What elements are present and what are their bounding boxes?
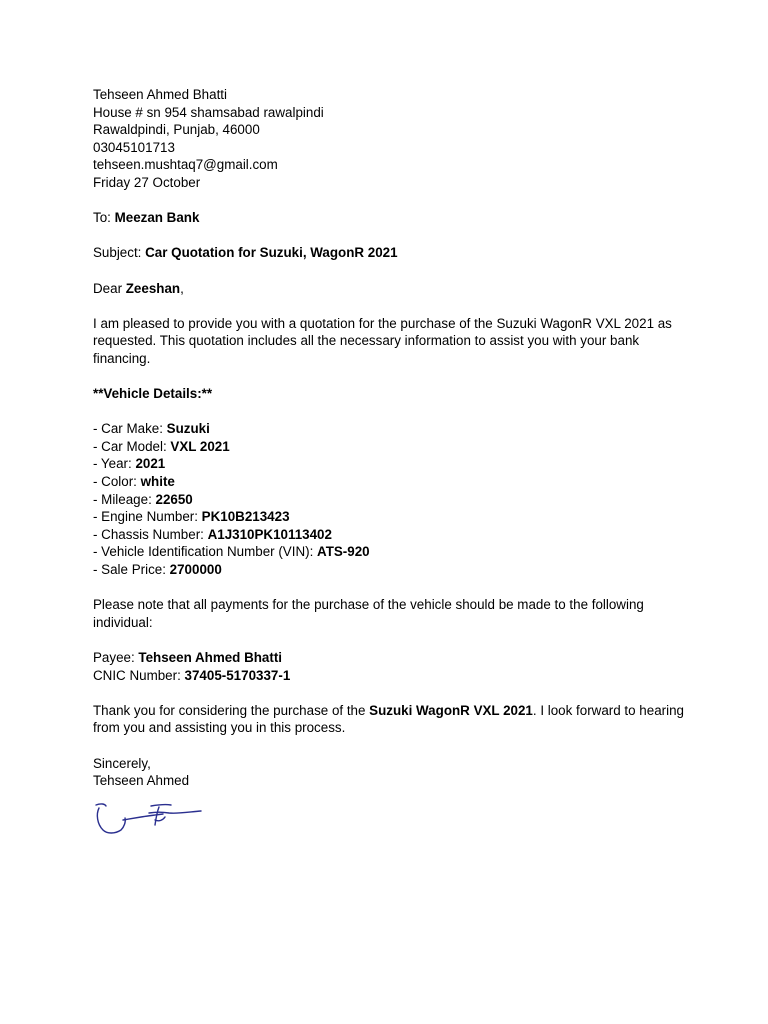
sender-block <box>93 86 693 192</box>
detail-item-mileage <box>93 491 693 509</box>
spacer <box>93 737 693 755</box>
subject-line <box>93 244 693 262</box>
closing-before: Thank you for considering the purchase of the <box>93 702 370 718</box>
detail-item-engine-number <box>93 508 693 526</box>
detail-label: - Car Model: <box>93 438 171 454</box>
recipient-line <box>93 209 693 227</box>
detail-label: - Mileage: <box>93 491 156 507</box>
detail-item-year <box>93 455 693 473</box>
spacer <box>93 684 693 702</box>
signer-name: Tehseen Ahmed <box>93 773 190 789</box>
detail-value: Suzuki <box>166 421 210 437</box>
salutation-line <box>93 280 693 298</box>
letter-page <box>93 86 693 846</box>
intro-paragraph: I am pleased to provide you with a quotation for the purchase of the Suzuki WagonR VXL 2021 as requested. This quotation includes all the necessary information to assist you with your bank financing. <box>93 315 672 366</box>
vehicle-details-list <box>93 420 693 578</box>
detail-item-car-model <box>93 438 693 456</box>
cnic-line <box>93 667 693 685</box>
spacer <box>93 579 693 597</box>
detail-value: 2700000 <box>169 562 222 578</box>
salutation-name: Zeeshan <box>125 280 181 296</box>
spacer <box>93 297 693 315</box>
detail-value: ATS-920 <box>317 544 370 560</box>
recipient-label: To: <box>93 210 115 226</box>
sender-name: Tehseen Ahmed Bhatti <box>93 87 227 102</box>
spacer <box>93 192 693 210</box>
payee-value: Tehseen Ahmed Bhatti <box>138 650 283 665</box>
payment-note-paragraph: Please note that all payments for the purchase of the vehicle should be made to the following individual: <box>93 597 644 630</box>
payee-label: Payee: <box>93 650 139 665</box>
spacer <box>93 403 693 421</box>
subject-value: Car Quotation for Suzuki, WagonR 2021 <box>145 245 398 261</box>
sender-email: tehseen.mushtaq7@gmail.com <box>93 157 278 173</box>
closing-highlight: Suzuki WagonR VXL 2021 <box>369 702 533 718</box>
detail-label: - Sale Price: <box>93 562 170 578</box>
detail-label: - Engine Number: <box>93 509 202 525</box>
closing-after: . I look forward to hearing from you and assisting you in this process. <box>93 702 684 736</box>
detail-value: A1J310PK10113402 <box>207 526 332 542</box>
letter-date: Friday 27 October <box>93 174 201 190</box>
handwritten-signature-icon <box>93 796 213 846</box>
detail-item-vin <box>93 543 693 561</box>
sender-phone: 03045101713 <box>93 139 175 155</box>
spacer <box>93 631 693 649</box>
signoff: Sincerely, <box>93 755 151 771</box>
salutation-suffix: , <box>180 280 184 296</box>
sender-address-line2: Rawaldpindi, Punjab, 46000 <box>93 122 260 138</box>
detail-value: white <box>140 474 175 490</box>
detail-value: 2021 <box>135 456 166 472</box>
detail-item-chassis-number <box>93 526 693 544</box>
detail-value: 22650 <box>155 491 193 507</box>
spacer <box>93 227 693 245</box>
detail-item-sale-price <box>93 561 693 579</box>
detail-label: - Car Make: <box>93 421 167 437</box>
detail-item-color <box>93 473 693 491</box>
detail-label: - Color: <box>93 474 141 490</box>
salutation-prefix: Dear <box>93 280 126 296</box>
detail-value: VXL 2021 <box>170 438 230 454</box>
detail-label: - Vehicle Identification Number (VIN): <box>93 544 318 560</box>
sender-address-line1: House # sn 954 shamsabad rawalpindi <box>93 104 324 120</box>
cnic-value: 37405-5170337-1 <box>184 667 291 683</box>
closing-paragraph <box>93 702 693 737</box>
detail-value: PK10B213423 <box>201 509 290 525</box>
cnic-label: CNIC Number: <box>93 667 185 683</box>
spacer <box>93 368 693 386</box>
recipient-value: Meezan Bank <box>114 210 200 226</box>
vehicle-details-heading: **Vehicle Details:** <box>93 386 213 402</box>
payee-line <box>93 649 693 667</box>
spacer <box>93 262 693 280</box>
detail-label: - Year: <box>93 456 136 472</box>
detail-label: - Chassis Number: <box>93 526 208 542</box>
subject-label: Subject: <box>93 245 146 261</box>
detail-item-car-make <box>93 420 693 438</box>
